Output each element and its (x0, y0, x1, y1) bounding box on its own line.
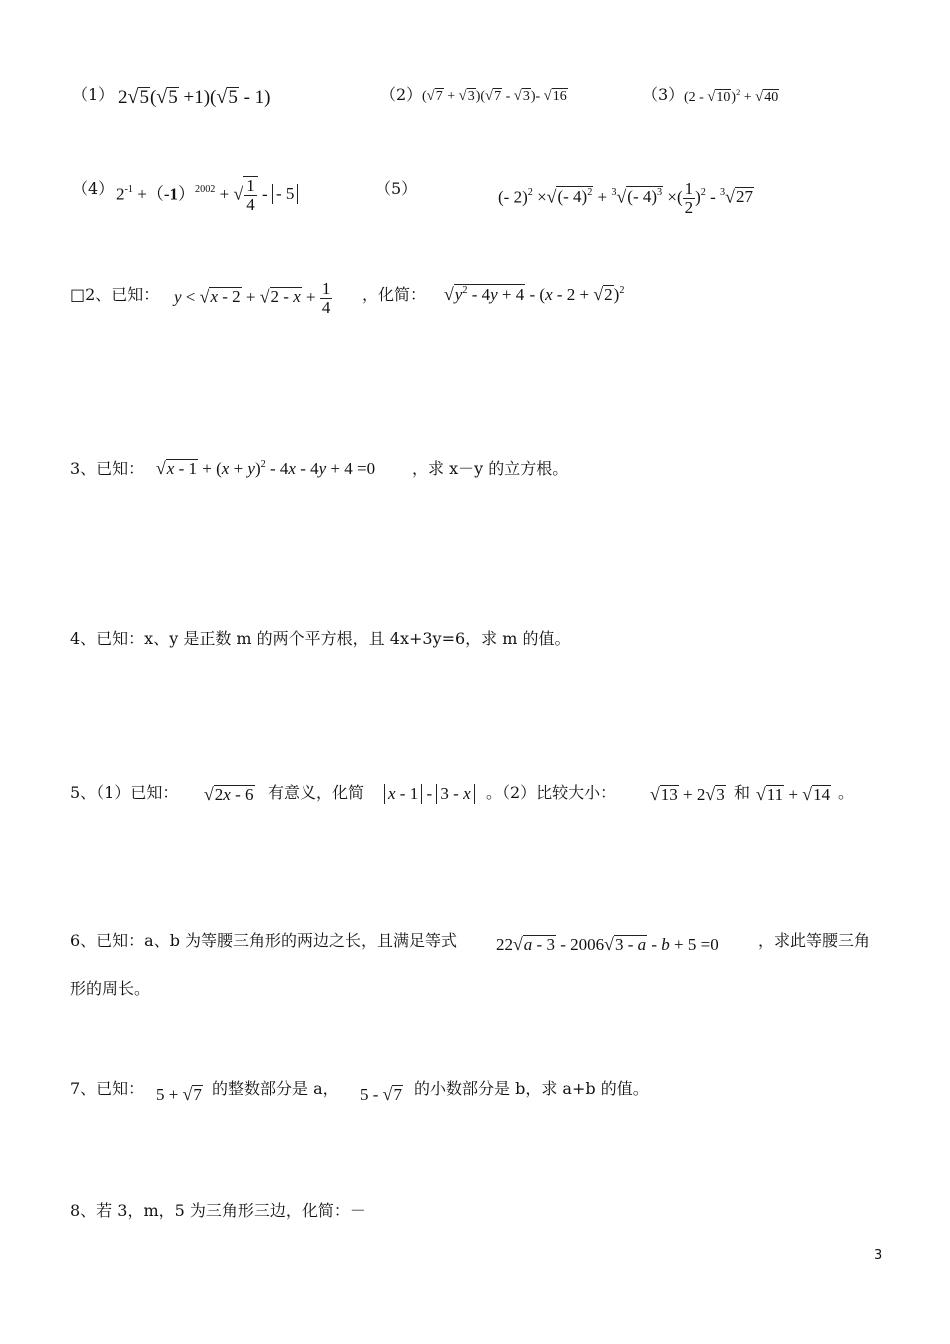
q6-label: 6、已知：a、b 为等腰三角形的两边之长，且满足等式 (70, 931, 458, 950)
q1-part2-expr: (√7 + √3)(√7 - √3)- √16 (422, 88, 567, 104)
q6-tail-text: ，求此等腰三角 (758, 931, 871, 950)
q1-part3-expr: (2 - √10)$^2$ + √40 (684, 88, 779, 105)
q1-part4-expr: $2^{-1} +(-1)^{2002}$ + √ $\frac{1}{4}$ - - 5 (116, 176, 298, 214)
q7-text-b: 的整数部分是 a， (212, 1079, 339, 1098)
page-number: 3 (874, 1248, 883, 1263)
q5-right-expr: √11 + √14 (756, 784, 831, 804)
q3-label: 3、已知： (70, 459, 145, 478)
q3-condition-expr: $√x - 1 + (x + y)^2 - 4x - 4y + 4 =0$ (156, 458, 376, 478)
q2-label: □2、已知： (70, 285, 160, 304)
q5-label: 5、（1）已知： (70, 783, 179, 802)
q5-and-text: 和 (734, 783, 751, 802)
q1-part3-label: （3） (642, 85, 685, 104)
q1-part4-label: （4） (72, 179, 115, 198)
q6-line2-text: 形的周长。 (70, 979, 151, 998)
q5-abs-expr: x - 1 - 3 - x (384, 784, 475, 804)
q7-expr-c: 5 - √7 (360, 1084, 402, 1104)
q7-label: 7、已知： (70, 1079, 145, 1098)
q1-part1-label: （1） (72, 85, 115, 104)
q2-mid-text: ，化简： (362, 285, 427, 304)
q7-expr-a: 5 + √7 (156, 1084, 202, 1104)
q1-part1-expr: 2√5(√5 +1)(√5 - 1) (118, 86, 271, 108)
q5-end-text: 。 (838, 783, 855, 802)
q4-text: 4、已知：x、y 是正数 m 的两个平方根，且 4x+3y=6，求 m 的值。 (70, 629, 571, 648)
q5-meaningful-text: 有意义，化简 (268, 783, 365, 802)
q2-condition-expr: y < √x - 2 + √2 - x + $\frac{1}{4}$ (174, 279, 331, 317)
q6-equation-expr: 22√a - 3 - 2006√3 - a - b + 5 =0 (496, 934, 719, 954)
q5-sqrt-expr: √2x - 6 (204, 784, 254, 804)
q1-part2-label: （2） (380, 85, 423, 104)
q5-compare-text: 。（2）比较大小： (486, 783, 617, 802)
q5-left-expr: √13 + 2√3 (650, 784, 725, 804)
q1-part5-expr: (- 2)$^2$ ×√(- 4)$^2$ + $^3$√(- 4)$^3$ ×( $\frac{1}{2}$ )$^2$ - $^3$√27 (498, 179, 753, 217)
q2-target-expr: $√y^2 - 4y + 4 - (x - 2 + √2)^2$ (444, 284, 625, 305)
q1-part5-label: （5） (375, 179, 418, 198)
q7-text-d: 的小数部分是 b，求 a+b 的值。 (414, 1079, 649, 1098)
q3-tail-text: ，求 x－y 的立方根。 (412, 459, 569, 478)
q8-text: 8、若 3，m，5 为三角形三边，化简：－ (70, 1201, 366, 1220)
